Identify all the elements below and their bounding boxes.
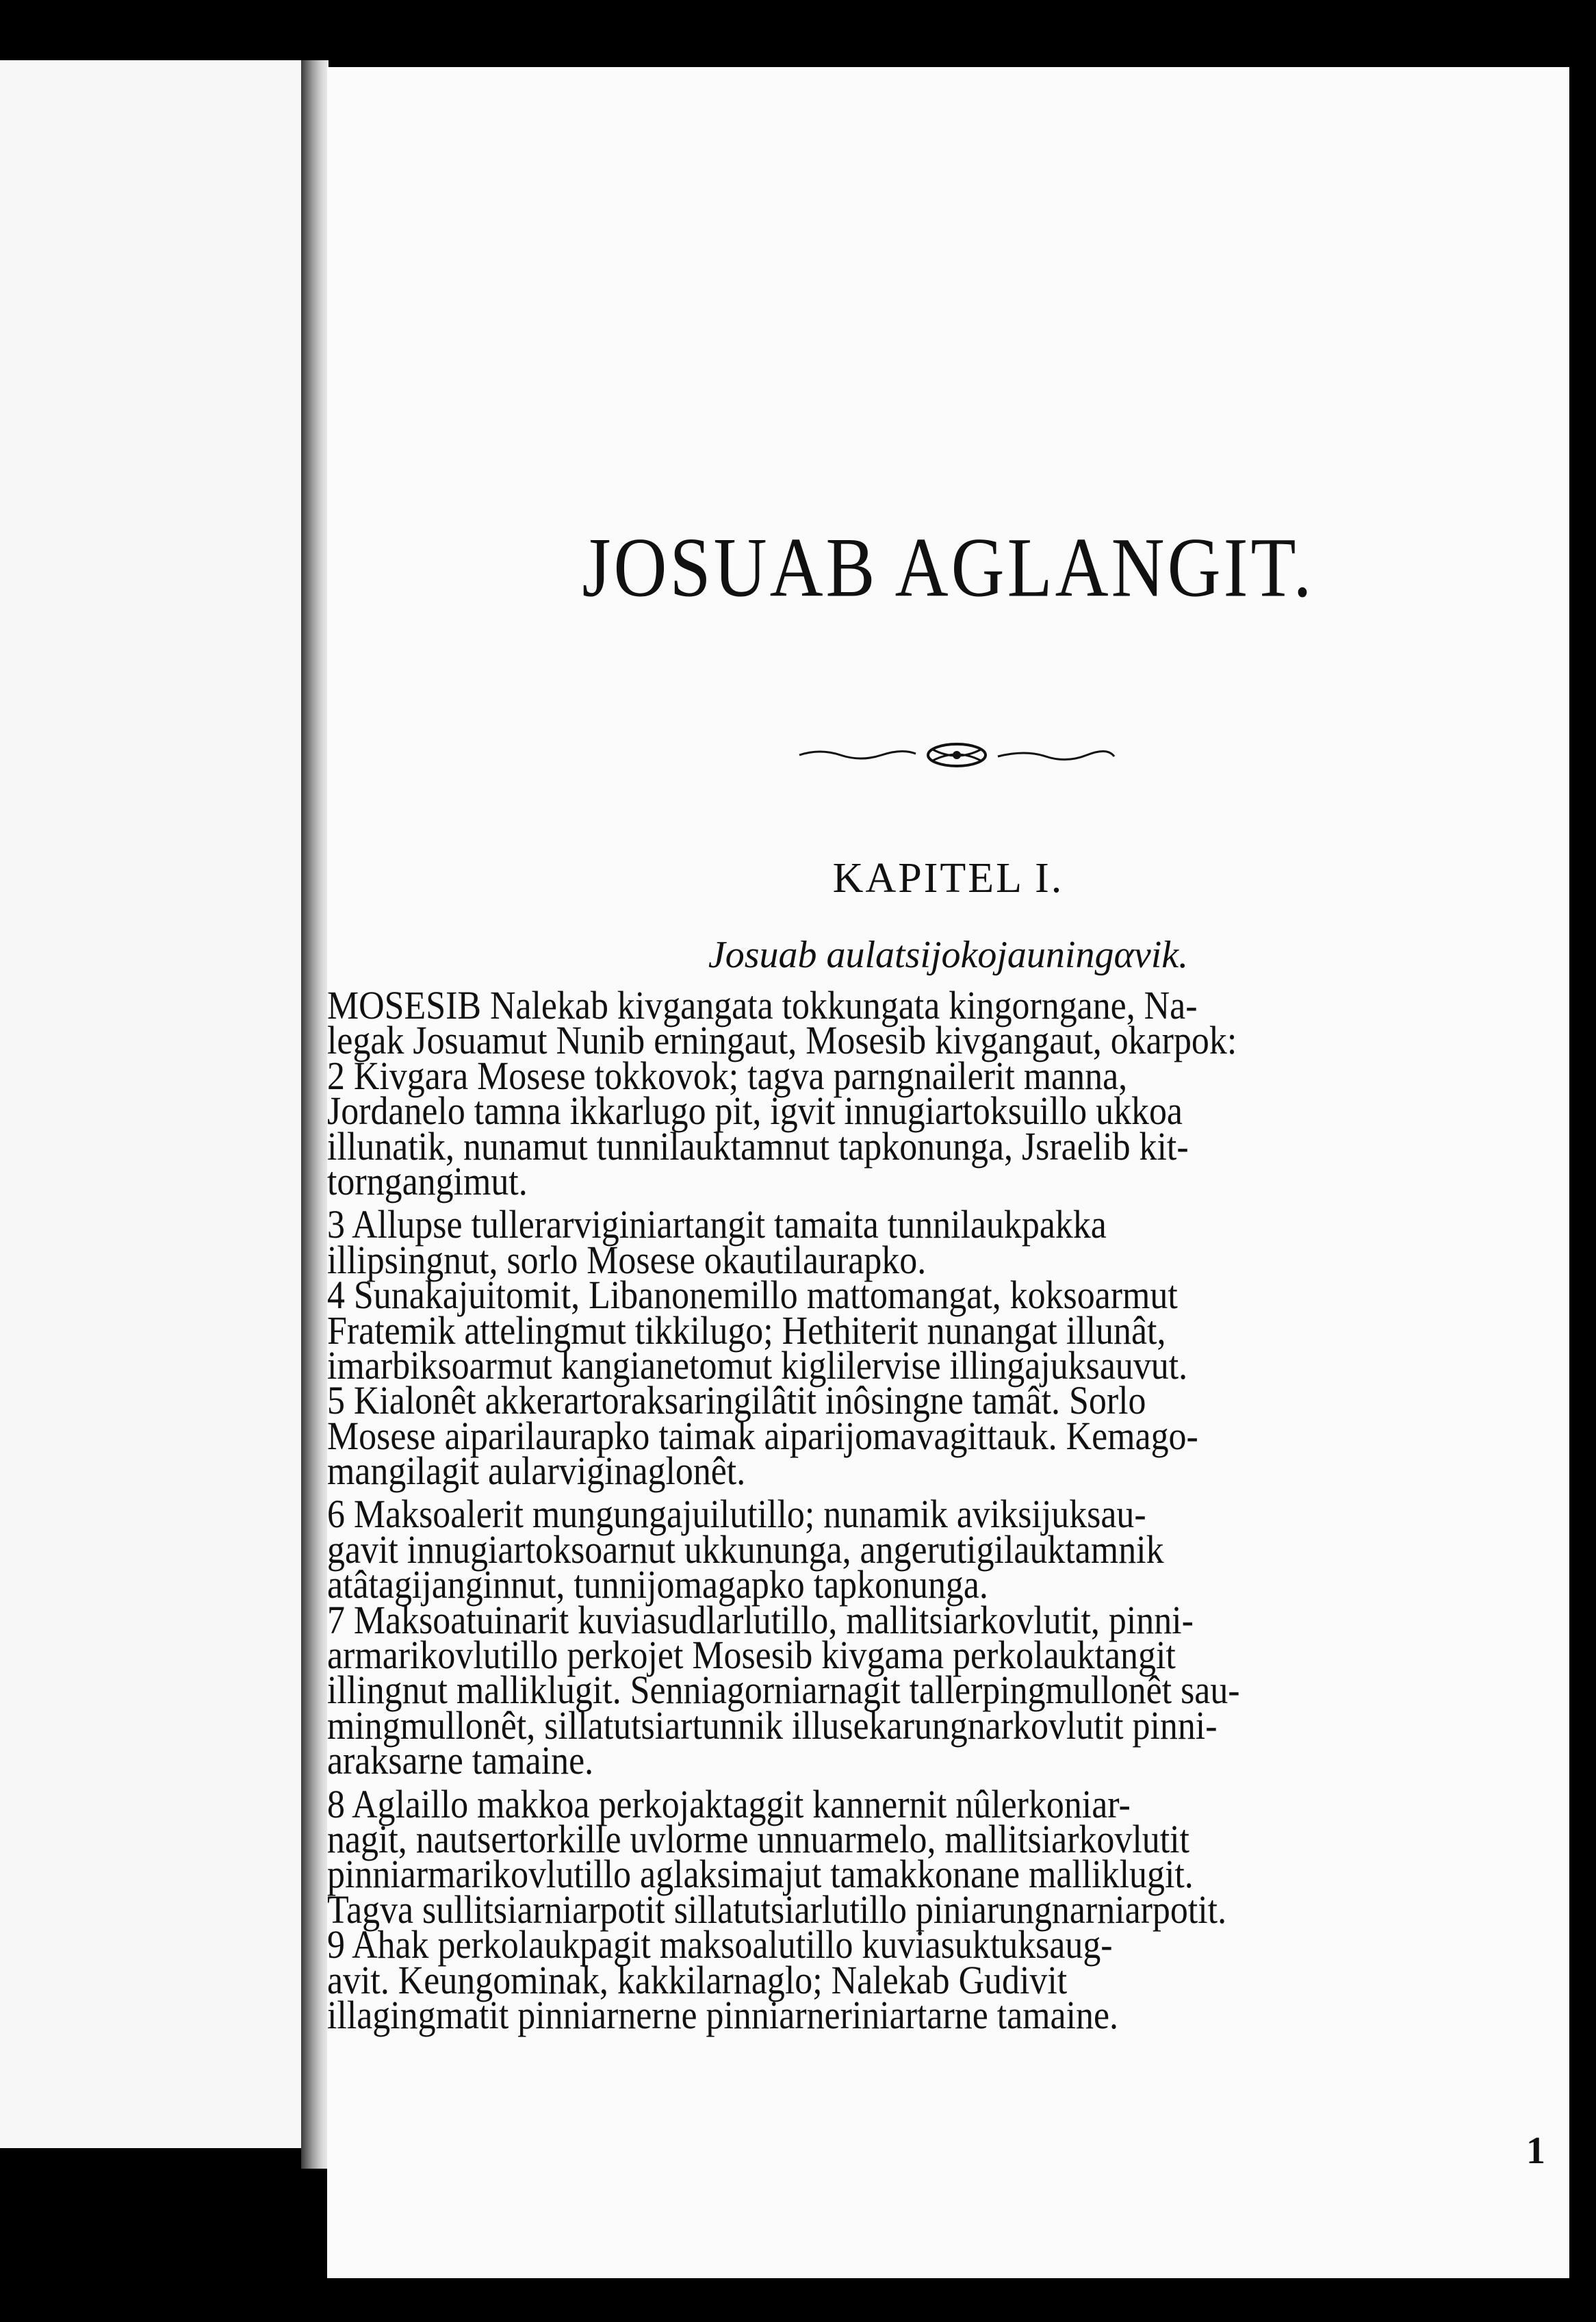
recto-page (327, 67, 1569, 2278)
body-text (327, 983, 1528, 2037)
text-line: pinniarmarikovlutillo aglaksimajut tamakkonane malliklugit. (327, 1852, 1194, 1897)
text-line: araksarne tamaine. (327, 1738, 594, 1783)
text-line: torngangimut. (327, 1158, 528, 1203)
text-line: legak Josuamut Nunib erningaut, Mosesib kivgangaut, okarpok: (327, 1018, 1237, 1063)
text-line: illunatik, nunamut tunnilauktamnut tapkonunga, Jsraelib kit- (327, 1123, 1189, 1169)
text-line: 9 Ahak perkolaukpagit maksoalutillo kuviasuktuksaug- (327, 1922, 1113, 1967)
text-line: 5 Kialonêt akkerartoraksaringilâtit inôsingne tamât. Sorlo (327, 1378, 1146, 1423)
text-line: 3 Allupse tullerarviginiartangit tamaita tunnilaukpakka (327, 1202, 1107, 1247)
verso-page (0, 60, 301, 2148)
chapter-heading: KAPITEL I. (832, 855, 1064, 902)
text-line: 2 Kivgara Mosese tokkovok; tagva parngnailerit manna, (327, 1053, 1128, 1098)
text-line: gavit innugiartoksoarnut ukkununga, angerutigilauktamnik (327, 1527, 1164, 1572)
text-line: Fratemik attelingmut tikkilugo; Hethiterit nunangat illunât, (327, 1307, 1166, 1353)
text-line: Jordanelo tamna ikkarlugo pit, igvit innugiartoksuillo ukkoa (327, 1088, 1183, 1134)
text-line: 4 Sunakajuitomit, Libanonemillo mattomangat, koksoarmut (327, 1273, 1178, 1318)
book-title: JOSUAB AGLANGIT. (582, 521, 1315, 615)
text-line: mingmullonêt, sillatutsiartunnik illusekarungnarkovlutit pinni- (327, 1702, 1218, 1748)
chapter-summary: Josuab aulatsijokojauningανik. (708, 934, 1189, 976)
text-line: imarbiksoarmut kangianetomut kiglilervise illingajuksauvut. (327, 1342, 1188, 1388)
text-line: MOSESIB Nalekab kivgangata tokkungata kingorngane, Na- (327, 983, 1198, 1028)
text-line: illagingmatit pinniarnerne pinniarneriniartarne tamaine. (327, 1992, 1118, 2037)
text-line: Tagva sullitsiarniarpotit sillatutsiarlutillo piniarungnarniarpotit. (327, 1887, 1227, 1932)
text-line: 8 Aglaillo makkoa perkojaktaggit kannernit nûlerkoniar- (327, 1781, 1131, 1826)
text-line: 7 Maksoatuinarit kuviasudlarlutillo, mallitsiarkovlutit, pinni- (327, 1597, 1194, 1642)
text-line: atâtagijanginnut, tunnijomagapko tapkonunga. (327, 1562, 988, 1607)
text-line: avit. Keungominak, kakkilarnaglo; Nalekab Gudivit (327, 1957, 1068, 2002)
text-line: illipsingnut, sorlo Mosese okautilaurapko. (327, 1237, 927, 1282)
page-number: 1 (1526, 2130, 1545, 2172)
text-line: 6 Maksoalerit mungungajuilutillo; nunamik aviksijuksau- (327, 1492, 1146, 1537)
book-gutter (301, 60, 329, 2169)
text-line: illingnut malliklugit. Senniagorniarnagit tallerpingmullonêt sau- (327, 1668, 1240, 1713)
text-line: Mosese aiparilaurapko taimak aiparijomavagittauk. Kemago- (327, 1413, 1198, 1458)
text-line: armarikovlutillo perkojet Mosesib kivgama perkolauktangit (327, 1633, 1176, 1678)
text-line: mangilagit aularviginaglonêt. (327, 1449, 746, 1494)
text-line: nagit, nautsertorkille uvlorme unnuarmelo, mallitsiarkovlutit (327, 1816, 1189, 1861)
ornament-divider (793, 741, 1121, 769)
